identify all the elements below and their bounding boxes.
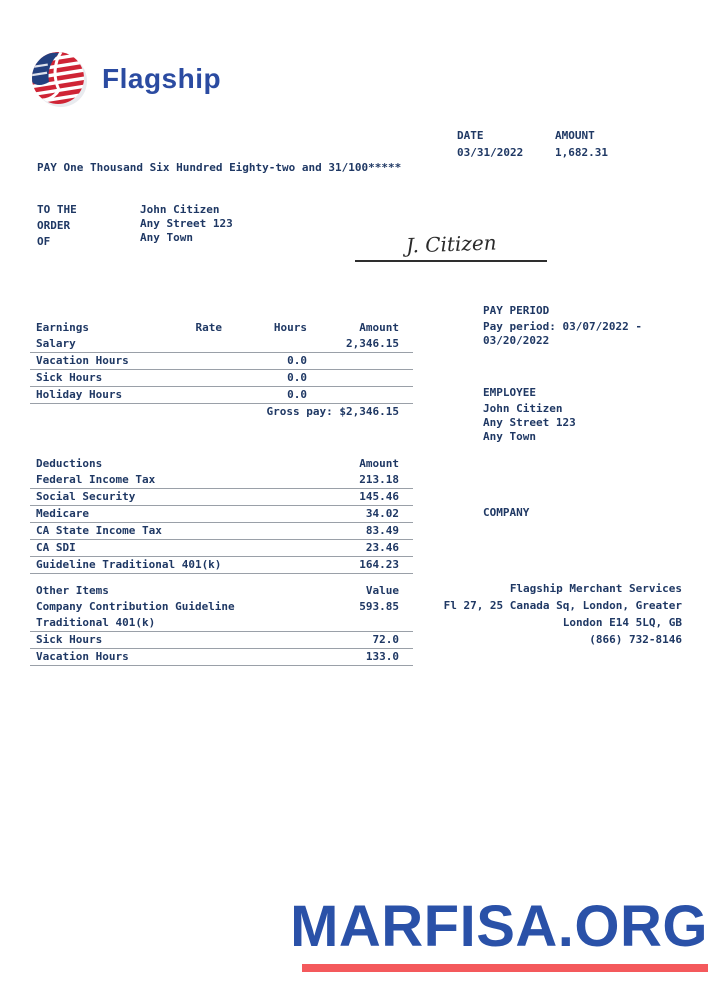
deductions-header-row [30,456,413,472]
other-items-table [30,583,413,666]
row-name: Sick Hours [36,633,103,646]
row-name: Sick Hours [36,371,103,384]
watermark-underline [302,964,708,972]
date-amount-block [457,128,608,161]
col-other-items: Other Items [36,584,109,597]
row-value: 72.0 [372,633,399,646]
company-name: Flagship Merchant Services [509,582,682,595]
earnings-table [30,320,413,420]
payee-block [140,203,233,245]
col-hours: Hours [273,321,307,334]
gross-pay: Gross pay: $2,346.15 [266,405,399,418]
row-hours: 0.0 [287,354,307,367]
row-name: Medicare [36,507,89,520]
flag-globe-icon [30,50,88,108]
row-hours: 0.0 [287,371,307,384]
deduction-row [30,472,413,489]
col-amount: Amount [359,457,399,470]
other-item-row [30,649,413,666]
company-street: Fl 27, 25 Canada Sq, London, Greater [443,599,682,612]
company-title: COMPANY [483,506,530,519]
company-label-block [483,506,529,520]
flagship-logo [30,50,221,108]
row-name: Federal Income Tax [36,473,156,486]
pay-period-block [483,304,642,348]
date-label: DATE [457,129,484,142]
employee-block [483,386,576,444]
row-value: 593.85 [359,600,399,613]
col-deductions: Deductions [36,457,103,470]
row-amount: 83.49 [365,524,399,537]
deduction-row [30,523,413,540]
pay-period-title: PAY PERIOD [483,304,550,317]
employee-name: John Citizen [483,402,563,415]
row-name: Salary [36,337,76,350]
earnings-row [30,336,413,353]
earnings-header-row [30,320,413,336]
deduction-row [30,489,413,506]
col-amount: Amount [359,321,399,334]
company-address [420,580,682,648]
company-phone: (866) 732-8146 [589,633,682,646]
earnings-row [30,387,413,404]
date-value: 03/31/2022 [457,146,524,159]
row-amount: 145.46 [359,490,399,503]
row-amount: 2,346.15 [346,337,399,350]
order-of-labels [37,202,77,250]
payee-name: John Citizen [140,203,220,216]
row-name: Social Security [36,490,136,503]
employee-town: Any Town [483,430,536,443]
brand-wordmark: Flagship [102,63,222,94]
row-name: CA State Income Tax [36,524,162,537]
col-earnings: Earnings [36,321,89,334]
row-name: Guideline Traditional 401(k) [36,558,222,571]
earnings-row [30,370,413,387]
row-hours: 0.0 [287,388,307,401]
row-name: CA SDI [36,541,76,554]
pay-period-line2: 03/20/2022 [483,334,550,347]
payee-town: Any Town [140,231,193,244]
col-value: Value [365,584,399,597]
other-items-header-row [30,583,413,599]
order-label-line: TO THE [37,203,77,216]
deductions-table [30,456,413,574]
row-name: Company Contribution Guideline Traditional 401(k) [36,600,235,629]
pay-label: PAY [37,161,57,174]
employee-title: EMPLOYEE [483,386,536,399]
row-amount: 213.18 [359,473,399,486]
signature-line [355,231,547,262]
pay-period-line1: Pay period: 03/07/2022 - [483,320,642,333]
deduction-row [30,506,413,523]
row-amount: 23.46 [365,541,399,554]
order-label-line: OF [37,235,51,248]
col-rate: Rate [195,321,222,334]
amount-value: 1,682.31 [555,146,608,159]
pay-amount-words: One Thousand Six Hundred Eighty-two and 31/100***** [63,161,402,174]
row-amount: 34.02 [365,507,399,520]
earnings-row [30,353,413,370]
row-name: Vacation Hours [36,650,129,663]
row-name: Holiday Hours [36,388,123,401]
order-label-line: ORDER [37,219,71,232]
deduction-row [30,557,413,574]
company-city: London E14 5LQ, GB [562,616,682,629]
employee-street: Any Street 123 [483,416,576,429]
row-name: Vacation Hours [36,354,129,367]
payee-street: Any Street 123 [140,217,233,230]
other-item-row [30,599,413,632]
signature-text: J. Citizen [405,230,497,258]
amount-label: AMOUNT [555,129,595,142]
deduction-row [30,540,413,557]
row-value: 133.0 [365,650,399,663]
pay-line [37,160,401,176]
other-item-row [30,632,413,649]
row-amount: 164.23 [359,558,399,571]
site-watermark: MARFISA.ORG [290,894,708,959]
